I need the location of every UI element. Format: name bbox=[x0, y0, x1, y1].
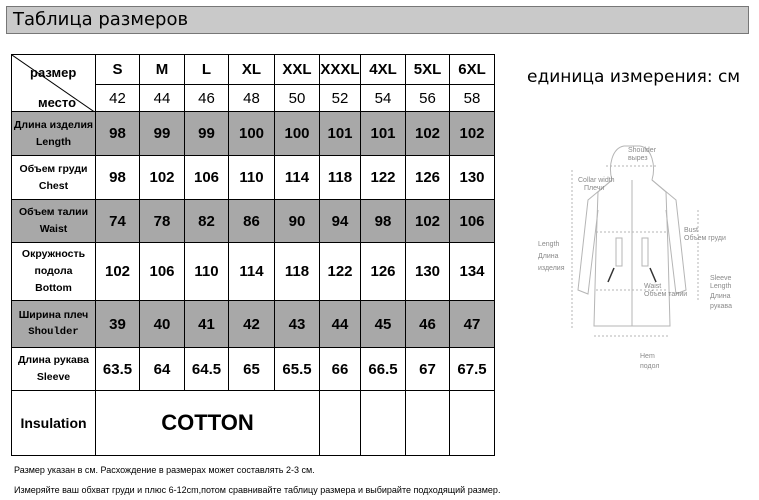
table-cell: 122 bbox=[361, 156, 406, 200]
table-cell: 78 bbox=[140, 200, 185, 243]
size-number: 56 bbox=[406, 85, 450, 112]
table-row-chest bbox=[12, 156, 495, 200]
table-row-sleeve bbox=[12, 348, 495, 391]
row-label-en: Waist bbox=[39, 223, 68, 235]
table-cell: 65 bbox=[229, 348, 275, 391]
size-number: 50 bbox=[275, 85, 320, 112]
table-cell: 106 bbox=[140, 243, 185, 301]
size-number: 54 bbox=[361, 85, 406, 112]
table-cell: 102 bbox=[406, 200, 450, 243]
size-number: 42 bbox=[96, 85, 140, 112]
table-cell: 101 bbox=[361, 112, 406, 156]
corner-place-label: место bbox=[38, 95, 77, 110]
size-number: 58 bbox=[450, 85, 495, 112]
table-cell: 86 bbox=[229, 200, 275, 243]
diagram-length-en: Length bbox=[538, 241, 560, 248]
diagram-hem-en: Hem bbox=[640, 353, 655, 360]
table-cell: 90 bbox=[275, 200, 320, 243]
row-label-ru: Объем груди bbox=[19, 162, 88, 175]
table-cell: 126 bbox=[361, 243, 406, 301]
row-label-en: Length bbox=[36, 135, 71, 148]
table-cell: 66 bbox=[320, 348, 361, 391]
size-header: L bbox=[185, 55, 229, 85]
table-cell: 118 bbox=[320, 156, 361, 200]
diagram-hem-ru: подол bbox=[640, 363, 660, 370]
table-cell: 45 bbox=[361, 301, 406, 348]
table-cell: 63.5 bbox=[96, 348, 140, 391]
size-header: 5XL bbox=[406, 55, 450, 85]
table-cell: 67 bbox=[406, 348, 450, 391]
insulation-value: COTTON bbox=[96, 391, 320, 456]
row-label-ru: Длина рукава bbox=[17, 354, 90, 366]
note-size-tolerance: Размер указан в см. Расхождение в размерах может составлять 2-3 см. bbox=[14, 465, 315, 475]
empty-cell bbox=[361, 391, 406, 456]
table-cell: 110 bbox=[185, 243, 229, 301]
table-cell: 41 bbox=[185, 301, 229, 348]
row-label bbox=[12, 348, 96, 391]
table-cell: 40 bbox=[140, 301, 185, 348]
empty-cell bbox=[450, 391, 495, 456]
table-cell: 102 bbox=[96, 243, 140, 301]
row-label bbox=[12, 301, 96, 348]
diagram-waist-ru: Объем талии bbox=[644, 291, 688, 298]
row-label-en: Sleeve bbox=[36, 371, 71, 383]
row-label-en: Shoulder bbox=[28, 326, 79, 338]
diagram-collar-en: Collar width bbox=[578, 177, 615, 184]
row-label-ru: Ширина плеч bbox=[18, 309, 89, 321]
table-cell: 106 bbox=[450, 200, 495, 243]
table-cell: 74 bbox=[96, 200, 140, 243]
diagram-shoulder-en: Shoulder bbox=[628, 147, 657, 154]
table-row-length bbox=[12, 112, 495, 156]
table-cell: 64.5 bbox=[185, 348, 229, 391]
table-cell: 102 bbox=[450, 112, 495, 156]
table-cell: 82 bbox=[185, 200, 229, 243]
row-label bbox=[12, 156, 96, 200]
table-cell: 39 bbox=[96, 301, 140, 348]
size-header: M bbox=[140, 55, 185, 85]
table-cell: 65.5 bbox=[275, 348, 320, 391]
table-cell: 98 bbox=[96, 112, 140, 156]
table-row-shoulder bbox=[12, 301, 495, 348]
diagram-length-ru2: изделия bbox=[538, 265, 565, 272]
size-number: 52 bbox=[320, 85, 361, 112]
table-cell: 114 bbox=[229, 243, 275, 301]
table-cell: 130 bbox=[450, 156, 495, 200]
row-label-ru: Объем талии bbox=[18, 206, 89, 218]
table-corner bbox=[12, 55, 96, 112]
table-cell: 66.5 bbox=[361, 348, 406, 391]
table-cell: 47 bbox=[450, 301, 495, 348]
size-header: XL bbox=[229, 55, 275, 85]
table-cell: 130 bbox=[406, 243, 450, 301]
row-label bbox=[12, 200, 96, 243]
row-label-en: Chest bbox=[38, 179, 69, 192]
corner-size-label: размер bbox=[30, 65, 77, 80]
size-header: XXL bbox=[275, 55, 320, 85]
diagram-sleeve-ru2: рукава bbox=[710, 303, 732, 310]
table-cell: 64 bbox=[140, 348, 185, 391]
table-cell: 134 bbox=[450, 243, 495, 301]
empty-cell bbox=[320, 391, 361, 456]
table-cell: 42 bbox=[229, 301, 275, 348]
table-cell: 122 bbox=[320, 243, 361, 301]
diagram-waist-en: Waist bbox=[644, 283, 662, 290]
note-measure-advice: Измеряйте ваш обхват груди и плюс 6-12cm,потом сравнивайте таблицу размера и выбирайте подходящий размер. bbox=[14, 485, 501, 495]
size-header: S bbox=[96, 55, 140, 85]
row-label-en: Bottom bbox=[35, 282, 72, 294]
size-number: 46 bbox=[185, 85, 229, 112]
insulation-label: Insulation bbox=[12, 391, 96, 456]
table-cell: 118 bbox=[275, 243, 320, 301]
table-cell: 99 bbox=[185, 112, 229, 156]
diagram-length-ru1: Длина bbox=[538, 253, 559, 260]
table-cell: 98 bbox=[96, 156, 140, 200]
unit-label: единица измерения: см bbox=[527, 67, 741, 87]
table-cell: 94 bbox=[320, 200, 361, 243]
table-cell: 102 bbox=[406, 112, 450, 156]
size-number: 44 bbox=[140, 85, 185, 112]
table-row-bottom bbox=[12, 243, 495, 301]
diagram-sleeve-ru1: Длина bbox=[710, 293, 731, 300]
page-title: Таблица размеров bbox=[6, 6, 749, 34]
table-cell: 106 bbox=[185, 156, 229, 200]
table-cell: 67.5 bbox=[450, 348, 495, 391]
table-cell: 110 bbox=[229, 156, 275, 200]
table-cell: 99 bbox=[140, 112, 185, 156]
table-cell: 44 bbox=[320, 301, 361, 348]
diagram-sleeve-en1: Sleeve bbox=[710, 275, 732, 282]
table-row-waist bbox=[12, 200, 495, 243]
table-row-insulation bbox=[12, 391, 495, 456]
table-cell: 100 bbox=[229, 112, 275, 156]
size-number: 48 bbox=[229, 85, 275, 112]
empty-cell bbox=[406, 391, 450, 456]
table-cell: 100 bbox=[275, 112, 320, 156]
table-cell: 101 bbox=[320, 112, 361, 156]
diagram-sleeve-en2: Length bbox=[710, 283, 732, 290]
table-cell: 126 bbox=[406, 156, 450, 200]
coat-measurement-diagram bbox=[528, 140, 748, 380]
size-header: XXXL bbox=[320, 55, 361, 85]
table-cell: 46 bbox=[406, 301, 450, 348]
row-label bbox=[12, 243, 96, 301]
row-label bbox=[12, 112, 96, 156]
table-cell: 43 bbox=[275, 301, 320, 348]
table-cell: 98 bbox=[361, 200, 406, 243]
size-table bbox=[11, 54, 495, 456]
table-cell: 114 bbox=[275, 156, 320, 200]
diagram-shoulder-ru: вырез bbox=[628, 155, 648, 162]
diagram-collar-ru: Плечи bbox=[584, 185, 605, 192]
row-label-ru: Длина изделия bbox=[13, 118, 94, 131]
size-header: 6XL bbox=[450, 55, 495, 85]
diagram-bust-ru: Объем груди bbox=[684, 235, 726, 242]
table-cell: 102 bbox=[140, 156, 185, 200]
diagram-bust-en: Bust bbox=[684, 227, 699, 234]
row-label-ru: Окружность подола bbox=[21, 248, 86, 277]
size-header: 4XL bbox=[361, 55, 406, 85]
